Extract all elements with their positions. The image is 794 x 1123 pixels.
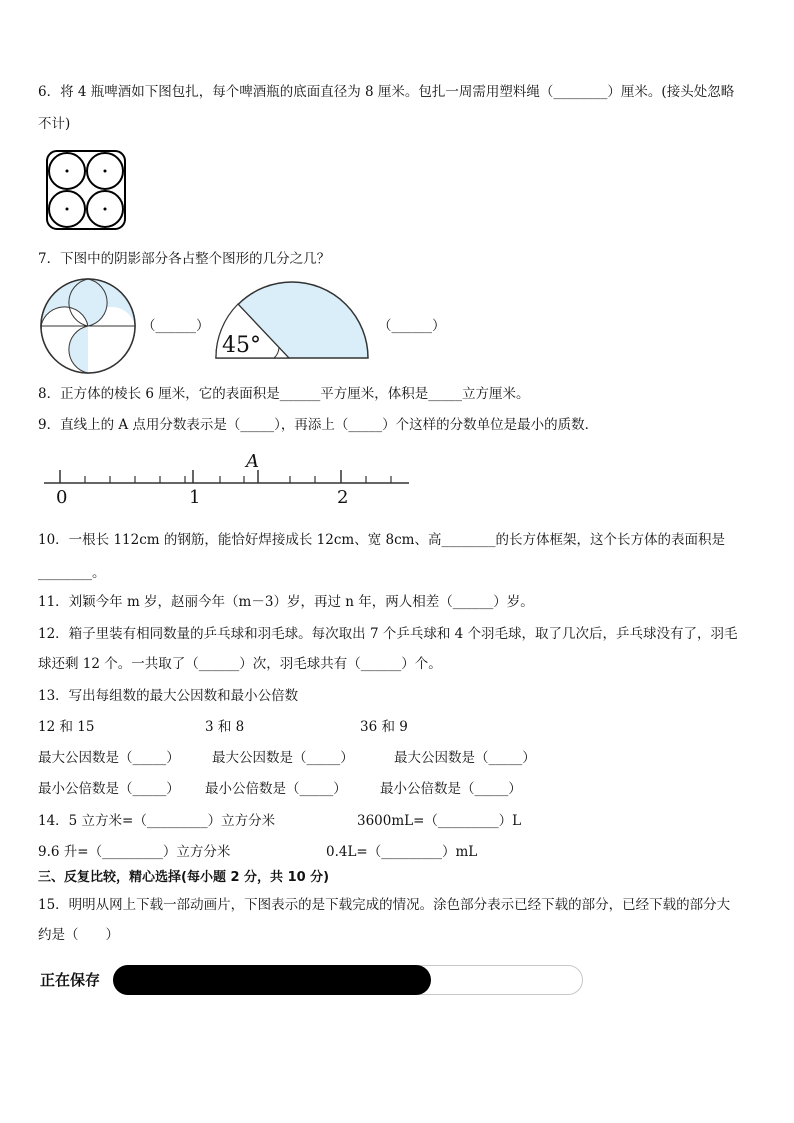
q12-line2: 球还剩 12 个。一共取了（______）次，羽毛球共有（______）个。 — [38, 656, 442, 672]
q7-blank-1: （______） — [142, 318, 210, 334]
q7-blank-2: （______） — [378, 318, 446, 334]
q14-item-a: 14．5 立方米=（_________）立方分米 — [38, 813, 276, 829]
q13-lcm-1: 最小公倍数是（_____） — [38, 781, 180, 797]
q13-lcm-2: 最小公倍数是（_____） — [205, 781, 347, 797]
q13-lcm-3: 最小公倍数是（_____） — [380, 781, 522, 797]
q13-gcd-2: 最大公因数是（_____） — [212, 750, 354, 766]
q10-line1: 10．一根长 112cm 的钢筋，能恰好焊接成长 12cm、宽 8cm、高________的长方体框架，这个长方体的表面积是 — [38, 532, 725, 548]
number-line-label-0: 0 — [56, 487, 68, 508]
q6-line2: 不计) — [38, 116, 71, 132]
q15-line1: 15．明明从网上下载一部动画片，下图表示的是下载完成的情况。涂色部分表示已经下载的部分，已经下载的部分大 — [38, 897, 731, 913]
download-progress-bar — [113, 965, 583, 995]
q14-item-c: 9.6 升=（_________）立方分米 — [38, 844, 231, 860]
q10-line2: ________。 — [38, 565, 106, 581]
bottle-bundle-figure — [46, 150, 126, 230]
q7-question: 7．下图中的阴影部分各占整个图形的几分之几？ — [38, 251, 331, 267]
section-3-title: 三、反复比较，精心选择(每小题 2 分，共 10 分) — [38, 870, 330, 885]
q13-group-2: 3 和 8 — [205, 719, 245, 735]
q13-gcd-1: 最大公因数是（_____） — [38, 750, 180, 766]
angle-label: 45° — [222, 333, 261, 358]
number-line-label-2: 2 — [337, 487, 349, 508]
progress-fill — [113, 965, 431, 995]
q8-question: 8．正方体的棱长 6 厘米，它的表面积是______平方厘米，体积是_____立方厘米。 — [38, 386, 530, 402]
circle-shaded-figure — [40, 278, 136, 374]
q11-question: 11．刘颖今年 m 岁，赵丽今年（m－3）岁，再过 n 年，两人相差（______）岁。 — [38, 594, 534, 610]
q13-question: 13．写出每组数的最大公因数和最小公倍数 — [38, 688, 299, 704]
q9-question: 9．直线上的 A 点用分数表示是（_____），再添上（_____）个这样的分数单位是最小的质数． — [38, 417, 599, 433]
q13-group-1: 12 和 15 — [38, 719, 95, 735]
number-line-label-1: 1 — [189, 487, 201, 508]
q14-item-b: 3600mL=（_________）L — [357, 813, 522, 829]
point-a-label: A — [246, 451, 259, 472]
q15-line2: 约是（ ） — [38, 927, 119, 943]
progress-label: 正在保存 — [40, 971, 101, 989]
q12-line1: 12．箱子里装有相同数量的乒乓球和羽毛球。每次取出 7 个乒乓球和 4 个羽毛球，取了几次后，乒乓球没有了，羽毛 — [38, 626, 738, 642]
q13-group-3: 36 和 9 — [360, 719, 408, 735]
q6-line1: 6．将 4 瓶啤酒如下图包扎，每个啤酒瓶的底面直径为 8 厘米。包扎一周需用塑料绳（________）厘米。(接头处忽略 — [38, 84, 735, 100]
q13-gcd-3: 最大公因数是（_____） — [394, 750, 536, 766]
q14-item-d: 0.4L=（_________）mL — [326, 844, 478, 860]
number-line — [44, 448, 416, 508]
